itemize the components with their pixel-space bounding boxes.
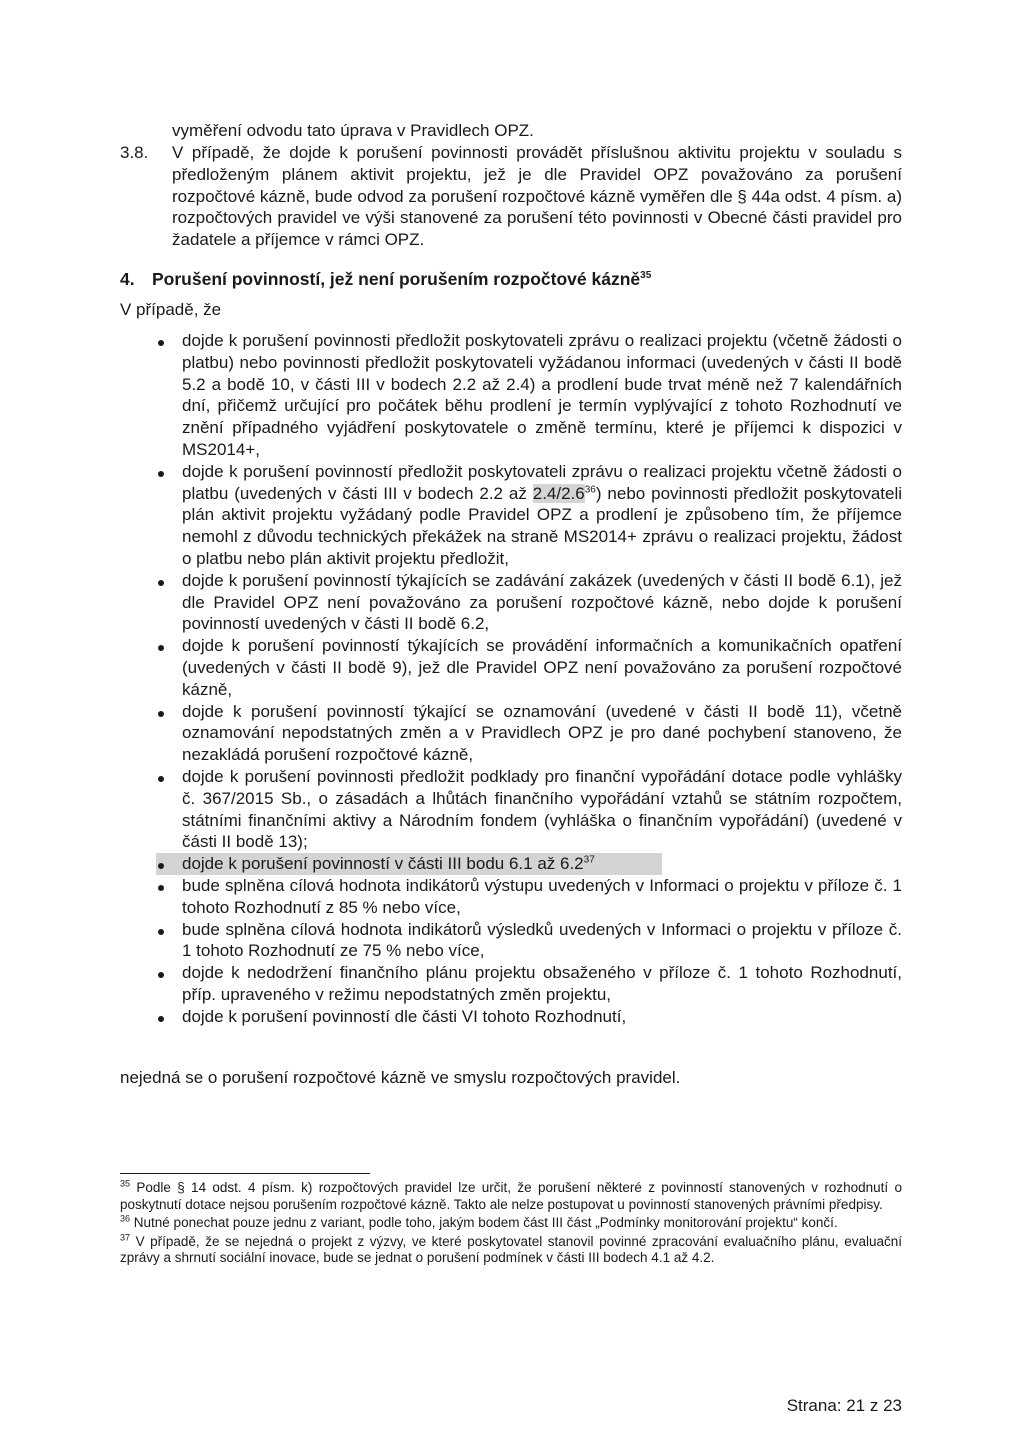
section-3-8-text: V případě, že dojde k porušení povinnosti provádět příslušnou aktivitu projektu v souladu s předloženým plánem aktivit projektu, jež je dle Pravidel OPZ považováno za porušení rozpočtové kázně, bude odvod za porušení rozpočtové kázně vyměřen dle § 44a odst. 4 písm. a) rozpočtových pravidel ve výši stanovené za porušení této povinnosti v Obecné části pravidel pro žadatele a příjemce v rámci OPZ. [172, 143, 902, 250]
footnote-37 [120, 1234, 902, 1267]
list-item-text: bude splněna cílová hodnota indikátorů výstupu uvedených v Informaci o projektu v příloze č. 1 tohoto Rozhodnutí z 85 % nebo více, [182, 875, 902, 917]
list-item-text: dojde k porušení povinnosti předložit podklady pro finanční vypořádání dotace podle vyhlášky č. 367/2015 Sb., o zásadách a lhůtách finančního vypořádání vztahů se státním rozpočtem, státními finančními aktivy a Národním fondem (vyhláška o finančním vypořádání) (uvedené v části II bodě 13); [182, 766, 902, 852]
list-item-text: dojde k porušení povinností týkajících se provádění informačních a komunikačních opatření (uvedených v části II bodě 9), jež dle Pravidel OPZ není považováno za porušení rozpočtové kázně, [182, 636, 902, 699]
list-item-text: dojde k porušení povinnosti předložit poskytovateli zprávu o realizaci projektu (včetně žádosti o platbu) nebo povinnosti předložit poskytovateli vyžádanou informaci (uvedených v části II bodě 5.2 a bodě 10, v části III v bodech 2.2 až 2.4) a prodlení bude trvat méně než 7 kalendářních dní, přičemž určující pro počátek běhu prodlení je termín vyplývající z tohoto Rozhodnutí ve znění případného vyjádření poskytovatele o změně termínu, které je příjemci k dispozici v MS2014+, [182, 331, 902, 459]
list-item [156, 635, 902, 700]
footnote-number: 35 [120, 1178, 131, 1189]
footnote-number: 36 [120, 1213, 131, 1224]
highlighted-reference: 2.4/2.6 [532, 483, 585, 503]
footnote-text: V případě, že se nejedná o projekt z výzvy, ve které poskytovatel stanovil povinné zpracování evaluačního plánu, evaluační zprávy a shrnutí sociální inovace, bude se jednat o porušení podmínek v části III bodech 4.1 až 4.2. [120, 1233, 902, 1265]
list-item-text: dojde k nedodržení finančního plánu projektu obsaženého v příloze č. 1 tohoto Rozhodnutí, příp. upraveného v režimu nepodstatných změn projektu, [182, 963, 902, 1004]
bullet-icon [158, 1016, 164, 1022]
section-4-title: Porušení povinností, jež není porušením rozpočtové kázně [152, 269, 641, 289]
footnote-ref-37[interactable]: 37 [583, 854, 595, 866]
bullet-icon [158, 471, 164, 477]
section-4-number: 4. [120, 269, 135, 289]
section-4-intro: V případě, že [120, 300, 222, 319]
list-item-text-continued: ) nebo povinnosti předložit poskytovateli plán aktivit projektu vyžádaný podle Pravidel OPZ a prodlení je způsobeno tím, že příjemce nemohl z důvodu technických překážek na straně MS2014+ zprávu o realizaci projektu, žádost o platbu nebo plán aktivit projektu předložit, [182, 483, 903, 568]
list-item [156, 875, 902, 919]
section-4-closing: nejedná se o porušení rozpočtové kázně ve smyslu rozpočtových pravidel. [120, 1068, 681, 1087]
list-item [156, 570, 902, 635]
footnote-number: 37 [120, 1232, 131, 1242]
bullet-icon [158, 711, 164, 717]
bullet-icon [158, 972, 164, 978]
list-item [156, 461, 902, 570]
footnotes [120, 1180, 902, 1269]
footnote-ref-35[interactable]: 35 [640, 270, 652, 282]
section-3-8 [120, 142, 902, 251]
footnote-35 [120, 1180, 902, 1213]
list-item-highlighted [156, 853, 662, 875]
footnote-text: Nutné ponechat pouze jednu z variant, podle toho, jakým bodem část III část „Podmínky monitorování projektu“ končí. [133, 1215, 838, 1230]
list-item-text: dojde k porušení povinností týkající se oznamování (uvedené v části II bodě 11), včetně oznamování nepodstatných změn a v Pravidlech OPZ je pro dané pochybení stanoveno, že nezakládá porušení rozpočtové kázně, [182, 701, 902, 765]
list-item [156, 701, 902, 766]
list-item-text: dojde k porušení povinností předložit poskytovateli zprávu o realizaci projektu včetně žádosti o platbu (uvedených v části III v bodech 2.2 až [182, 461, 902, 503]
bullet-icon [158, 863, 164, 869]
bullet-icon [158, 645, 164, 651]
page-number: Strana: 21 z 23 [786, 1396, 902, 1415]
list-item [156, 1006, 902, 1028]
list-item-text: dojde k porušení povinností dle části VI tohoto Rozhodnutí, [182, 1006, 627, 1026]
footnote-36 [120, 1215, 902, 1232]
footnote-text: Podle § 14 odst. 4 písm. k) rozpočtových pravidel lze určit, že porušení některé z povinností stanovených v rozhodnutí o poskytnutí dotace nejsou porušením rozpočtové kázně. Takto ale nelze postupovat u povinností stanovených právními předpisy. [120, 1180, 902, 1212]
list-item [156, 919, 902, 963]
footnote-separator [120, 1173, 370, 1174]
continuation-text: vyměření odvodu tato úprava v Pravidlech OPZ. [172, 121, 534, 140]
list-item-text: bude splněna cílová hodnota indikátorů výsledků uvedených v Informaci o projektu v příloze č. 1 tohoto Rozhodnutí ze 75 % nebo více, [182, 919, 902, 961]
list-item-text: dojde k porušení povinností týkajících se zadávání zakázek (uvedených v části II bodě 6.1), jež dle Pravidel OPZ není považováno za porušení rozpočtové kázně, nebo dojde k porušení povinností uvedených v části II bodě 6.2, [182, 570, 902, 634]
list-item [156, 330, 902, 461]
list-item [156, 962, 902, 1006]
bullet-icon [158, 929, 164, 935]
bullet-icon [158, 885, 164, 891]
conditions-list [156, 330, 902, 1028]
list-item [156, 766, 902, 853]
section-4-heading [120, 267, 900, 291]
footnote-ref-36[interactable]: 36 [584, 483, 596, 495]
bullet-icon [158, 340, 164, 346]
bullet-icon [158, 580, 164, 586]
bullet-icon [158, 776, 164, 782]
section-3-8-number: 3.8. [120, 143, 149, 162]
list-item-text: dojde k porušení povinností v části III bodu 6.1 až 6.2 [182, 854, 584, 874]
